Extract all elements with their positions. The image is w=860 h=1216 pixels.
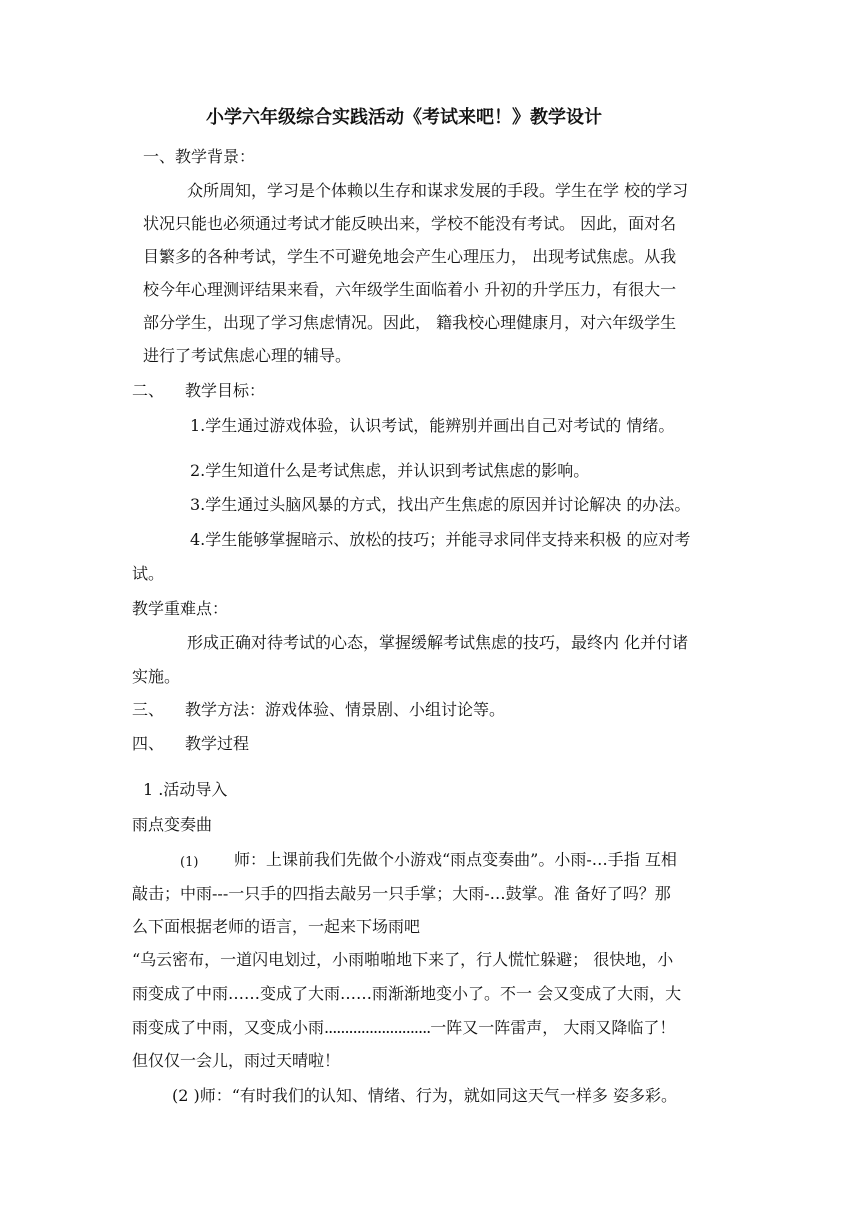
paragraph-line: 师：上课前我们先做个小游戏“雨点变奏曲”。小雨-…手指 互相 xyxy=(234,850,677,869)
section-1-line: 校今年心理测评结果来看，六年级学生面临着小 升初的升学压力，有很大一 xyxy=(143,280,677,299)
section-4-number: 四、 xyxy=(132,734,165,753)
rain-story-line: 但仅仅一会儿，雨过天晴啦！ xyxy=(132,1051,341,1070)
section-3-number: 三、 xyxy=(132,700,165,719)
rain-story-line: 雨变成了中雨……变成了大雨……雨渐渐地变小了。不一 会又变成了大雨，大 xyxy=(132,984,682,1003)
goal-item: 3.学生通过头脑风暴的方式，找出产生焦虑的原因并讨论解决 的办法。 xyxy=(190,495,691,514)
paragraph-number: (1) xyxy=(180,855,199,870)
key-points-heading: 教学重难点： xyxy=(132,599,229,618)
ellipsis-dots: .......................... xyxy=(324,1018,431,1037)
section-4-text: 教学过程 xyxy=(185,734,250,753)
section-1-line: 众所周知，学习是个体赖以生存和谋求发展的手段。学生在学 校的学习 xyxy=(187,181,689,200)
paragraph-line: 敲击；中雨---一只手的四指去敲另一只手掌；大雨-…鼓掌。准 备好了吗？那 xyxy=(132,884,671,903)
section-1-line: 进行了考试焦虑心理的辅导。 xyxy=(143,346,352,365)
goal-item: 1.学生通过游戏体验，认识考试，能辨别并画出自己对考试的 情绪。 xyxy=(190,416,675,435)
game-title: 雨点变奏曲 xyxy=(132,815,213,834)
rain-story-line: “乌云密布，一道闪电划过，小雨啪啪地下来了，行人慌忙躲避； 很快地，小 xyxy=(132,950,674,969)
section-1-line: 目繁多的各种考试，学生不可避免地会产生心理压力， 出现考试焦虑。从我 xyxy=(143,247,677,266)
section-1-heading: 一、教学背景： xyxy=(143,147,256,166)
section-2-heading: 教学目标： xyxy=(185,381,266,400)
rain-story-line xyxy=(132,1017,675,1039)
section-2-number: 二、 xyxy=(132,381,165,400)
key-points-line: 形成正确对待考试的心态，掌握缓解考试焦虑的技巧，最终内 化并付诸 xyxy=(187,633,689,652)
section-1-line: 状况只能也必须通过考试才能反映出来，学校不能没有考试。 因此，面对名 xyxy=(143,214,677,233)
key-points-line: 实施。 xyxy=(132,667,181,686)
paragraph-line: 么下面根据老师的语言，一起来下场雨吧 xyxy=(132,917,421,936)
section-3-text: 教学方法：游戏体验、情景剧、小组讨论等。 xyxy=(185,700,506,719)
goal-item: 4.学生能够掌握暗示、放松的技巧；并能寻求同伴支持来积极 的应对考 xyxy=(190,530,691,549)
goal-item: 试。 xyxy=(132,564,165,583)
rain-story-text: 一阵又一阵雷声， 大雨又降临了！ xyxy=(430,1018,676,1037)
section-1-line: 部分学生，出现了学习焦虑情况。因此， 籍我校心理健康月，对六年级学生 xyxy=(143,313,677,332)
step-heading: 1 .活动导入 xyxy=(143,780,228,799)
paragraph-line: (2 )师：“有时我们的认知、情绪、行为，就如同这天气一样多 姿多彩。 xyxy=(172,1086,678,1105)
document-title: 小学六年级综合实践活动《考试来吧！》教学设计 xyxy=(206,107,602,128)
goal-item: 2.学生知道什么是考试焦虑，并认识到考试焦虑的影响。 xyxy=(190,461,590,480)
rain-story-text: 雨变成了中雨，又变成小雨 xyxy=(132,1018,325,1037)
